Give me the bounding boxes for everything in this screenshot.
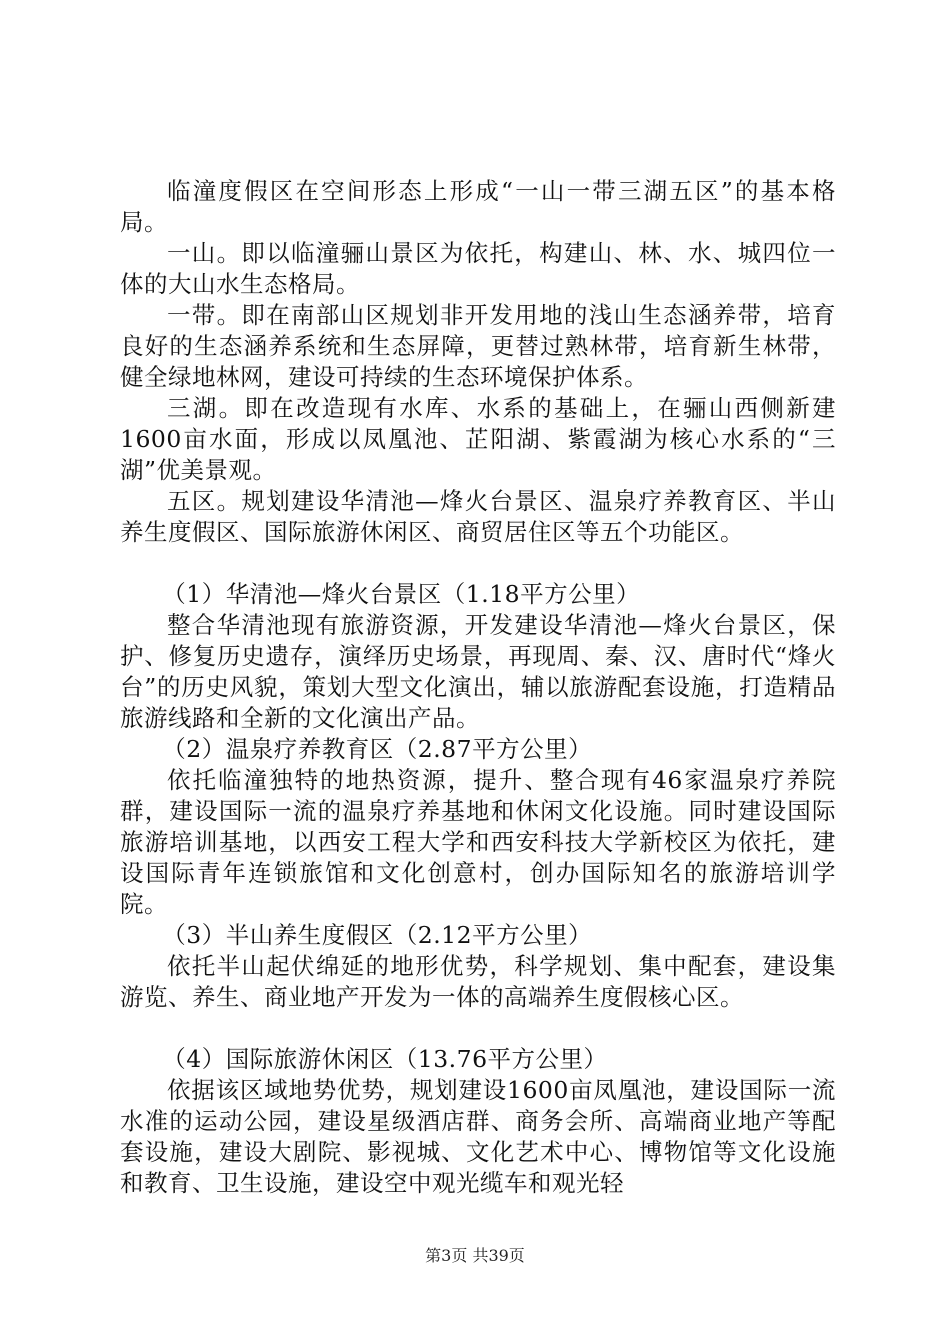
document-body <box>120 176 836 1199</box>
paragraph-one-belt: 一带。即在南部山区规划非开发用地的浅山生态涵养带，培育良好的生态涵养系统和生态屏障，更替过熟林带，培育新生林带，健全绿地林网，建设可持续的生态环境保护体系。 <box>120 301 836 391</box>
page-number-footer: 第3页 共39页 <box>425 1246 525 1265</box>
section-body-2: 依托临潼独特的地热资源，提升、整合现有46家温泉疗养院群，建设国际一流的温泉疗养基地和休闲文化设施。同时建设国际旅游培训基地，以西安工程大学和西安科技大学新校区为依托，建设国际青年连锁旅馆和文化创意村，创办国际知名的旅游培训学院。 <box>120 766 836 918</box>
section-heading-3: （3）半山养生度假区（2.12平方公里） <box>162 921 593 949</box>
paragraph-three-lakes: 三湖。即在改造现有水库、水系的基础上，在骊山西侧新建1600亩水面，形成以凤凰池、芷阳湖、紫霞湖为核心水系的“三湖”优美景观。 <box>120 394 836 484</box>
paragraph-layout-intro: 临潼度假区在空间形态上形成“一山一带三湖五区”的基本格局。 <box>120 177 836 236</box>
section-body-4: 依据该区域地势优势，规划建设1600亩凤凰池，建设国际一流水准的运动公园，建设星级酒店群、商务会所、高端商业地产等配套设施，建设大剧院、影视城、文化艺术中心、博物馆等文化设施和教育、卫生设施，建设空中观光缆车和观光轻 <box>120 1076 836 1197</box>
paragraph-five-zones: 五区。规划建设华清池—烽火台景区、温泉疗养教育区、半山养生度假区、国际旅游休闲区、商贸居住区等五个功能区。 <box>120 487 836 546</box>
paragraph-one-mountain: 一山。即以临潼骊山景区为依托，构建山、林、水、城四位一体的大山水生态格局。 <box>120 239 836 298</box>
section-heading-2: （2）温泉疗养教育区（2.87平方公里） <box>162 735 593 763</box>
section-body-3: 依托半山起伏绵延的地形优势，科学规划、集中配套，建设集游览、养生、商业地产开发为一体的高端养生度假核心区。 <box>120 952 836 1011</box>
section-body-1: 整合华清池现有旅游资源，开发建设华清池—烽火台景区，保护、修复历史遗存，演绎历史场景，再现周、秦、汉、唐时代“烽火台”的历史风貌，策划大型文化演出，辅以旅游配套设施，打造精品旅游线路和全新的文化演出产品。 <box>120 611 836 732</box>
section-heading-4: （4）国际旅游休闲区（13.76平方公里） <box>162 1045 608 1073</box>
section-heading-1: （1）华清池—烽火台景区（1.18平方公里） <box>162 580 641 608</box>
